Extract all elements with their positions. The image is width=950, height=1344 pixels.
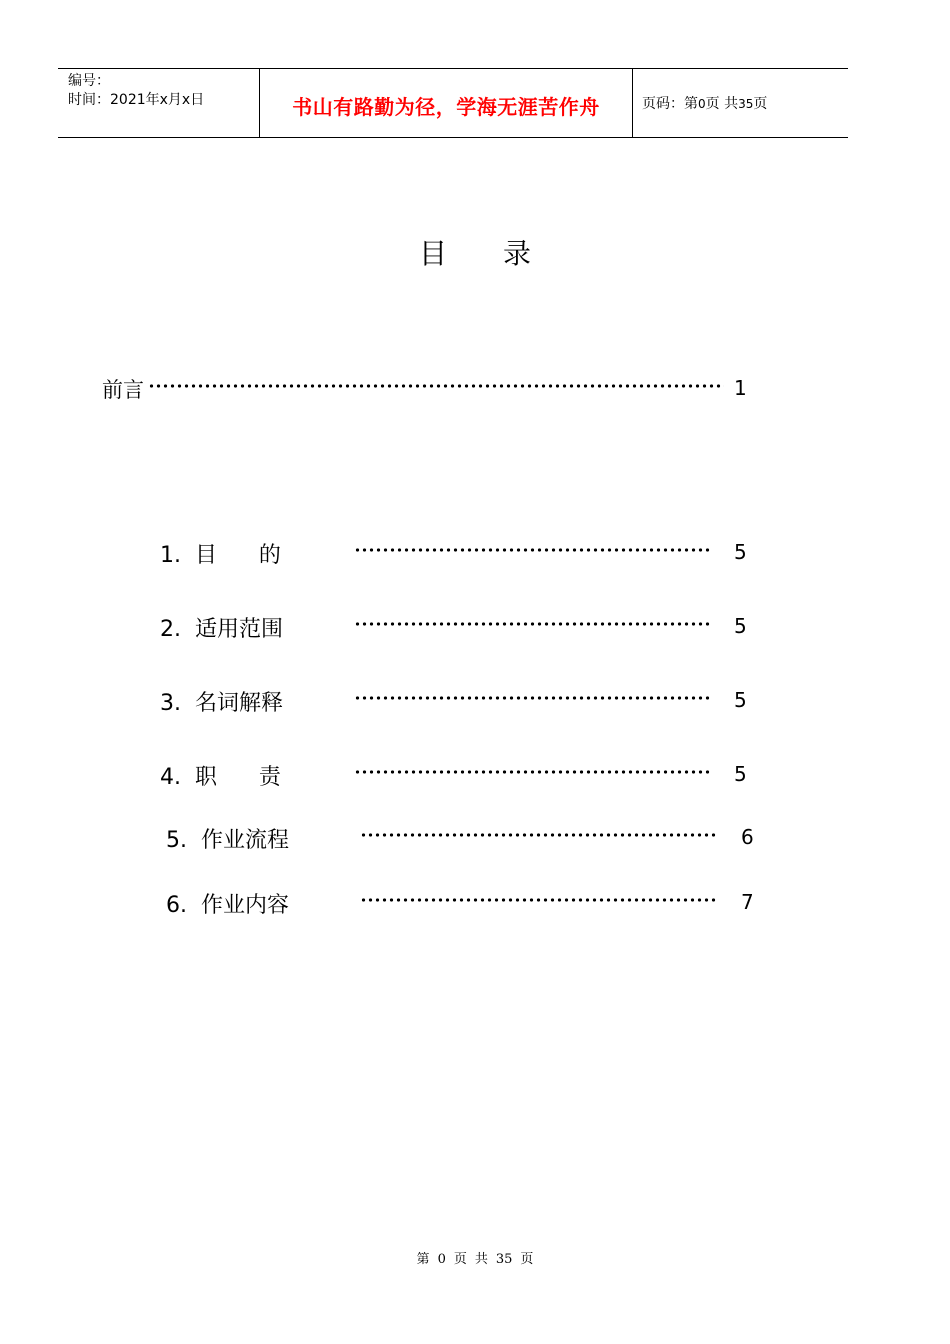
toc-entry-label: 3. 名词解释 xyxy=(160,691,283,716)
toc-leader-dots xyxy=(354,770,710,774)
toc-leader-dots xyxy=(148,384,724,388)
header-motto: 书山有路勤为径，学海无涯苦作舟 xyxy=(292,95,600,119)
toc-entry-page: 5 xyxy=(734,762,747,786)
page-footer xyxy=(0,1248,950,1267)
header-page-end: 页 xyxy=(753,96,768,112)
toc-leader-dots xyxy=(360,833,716,837)
footer-total: 35 xyxy=(495,1252,513,1267)
page-title: 目录 xyxy=(418,237,587,270)
toc-leader-dots xyxy=(354,548,710,552)
toc-entry-label: 5. 作业流程 xyxy=(166,828,289,853)
header-meta xyxy=(68,72,204,110)
toc-entry-label: 4. 职 责 xyxy=(160,765,281,790)
toc-preface-page: 1 xyxy=(734,376,747,400)
footer-current: 0 xyxy=(437,1252,446,1267)
header-number-label: 编号： xyxy=(68,73,110,89)
toc-leader-dots xyxy=(360,898,716,902)
footer-suffix: 页 xyxy=(520,1252,534,1267)
header-page-total: 35 xyxy=(738,97,754,111)
header-page-label: 页码：第 xyxy=(642,96,698,112)
toc-entry-label: 2. 适用范围 xyxy=(160,617,283,642)
toc-entry-label: 6. 作业内容 xyxy=(166,893,289,918)
toc-leader-dots xyxy=(354,622,710,626)
header-page-mid: 页 共 xyxy=(705,96,739,112)
header-divider xyxy=(632,69,633,137)
toc-entry-page: 5 xyxy=(734,614,747,638)
header-time-label: 时间：2021年x月x日 xyxy=(68,92,205,108)
toc-entry-label: 1. 目 的 xyxy=(160,543,281,568)
toc-entry-page: 5 xyxy=(734,688,747,712)
toc-entry-page: 5 xyxy=(734,540,747,564)
toc-leader-dots xyxy=(354,696,710,700)
header-page-current: 0 xyxy=(698,97,706,111)
document-header xyxy=(58,68,848,138)
toc-preface-label: 前言 xyxy=(102,378,144,402)
toc-entry-page: 6 xyxy=(741,825,754,849)
footer-mid1: 页 xyxy=(453,1252,467,1267)
header-page-info xyxy=(642,93,767,113)
toc-entry-page: 7 xyxy=(741,890,754,914)
footer-mid2: 共 xyxy=(474,1252,488,1267)
footer-prefix: 第 xyxy=(416,1252,430,1267)
